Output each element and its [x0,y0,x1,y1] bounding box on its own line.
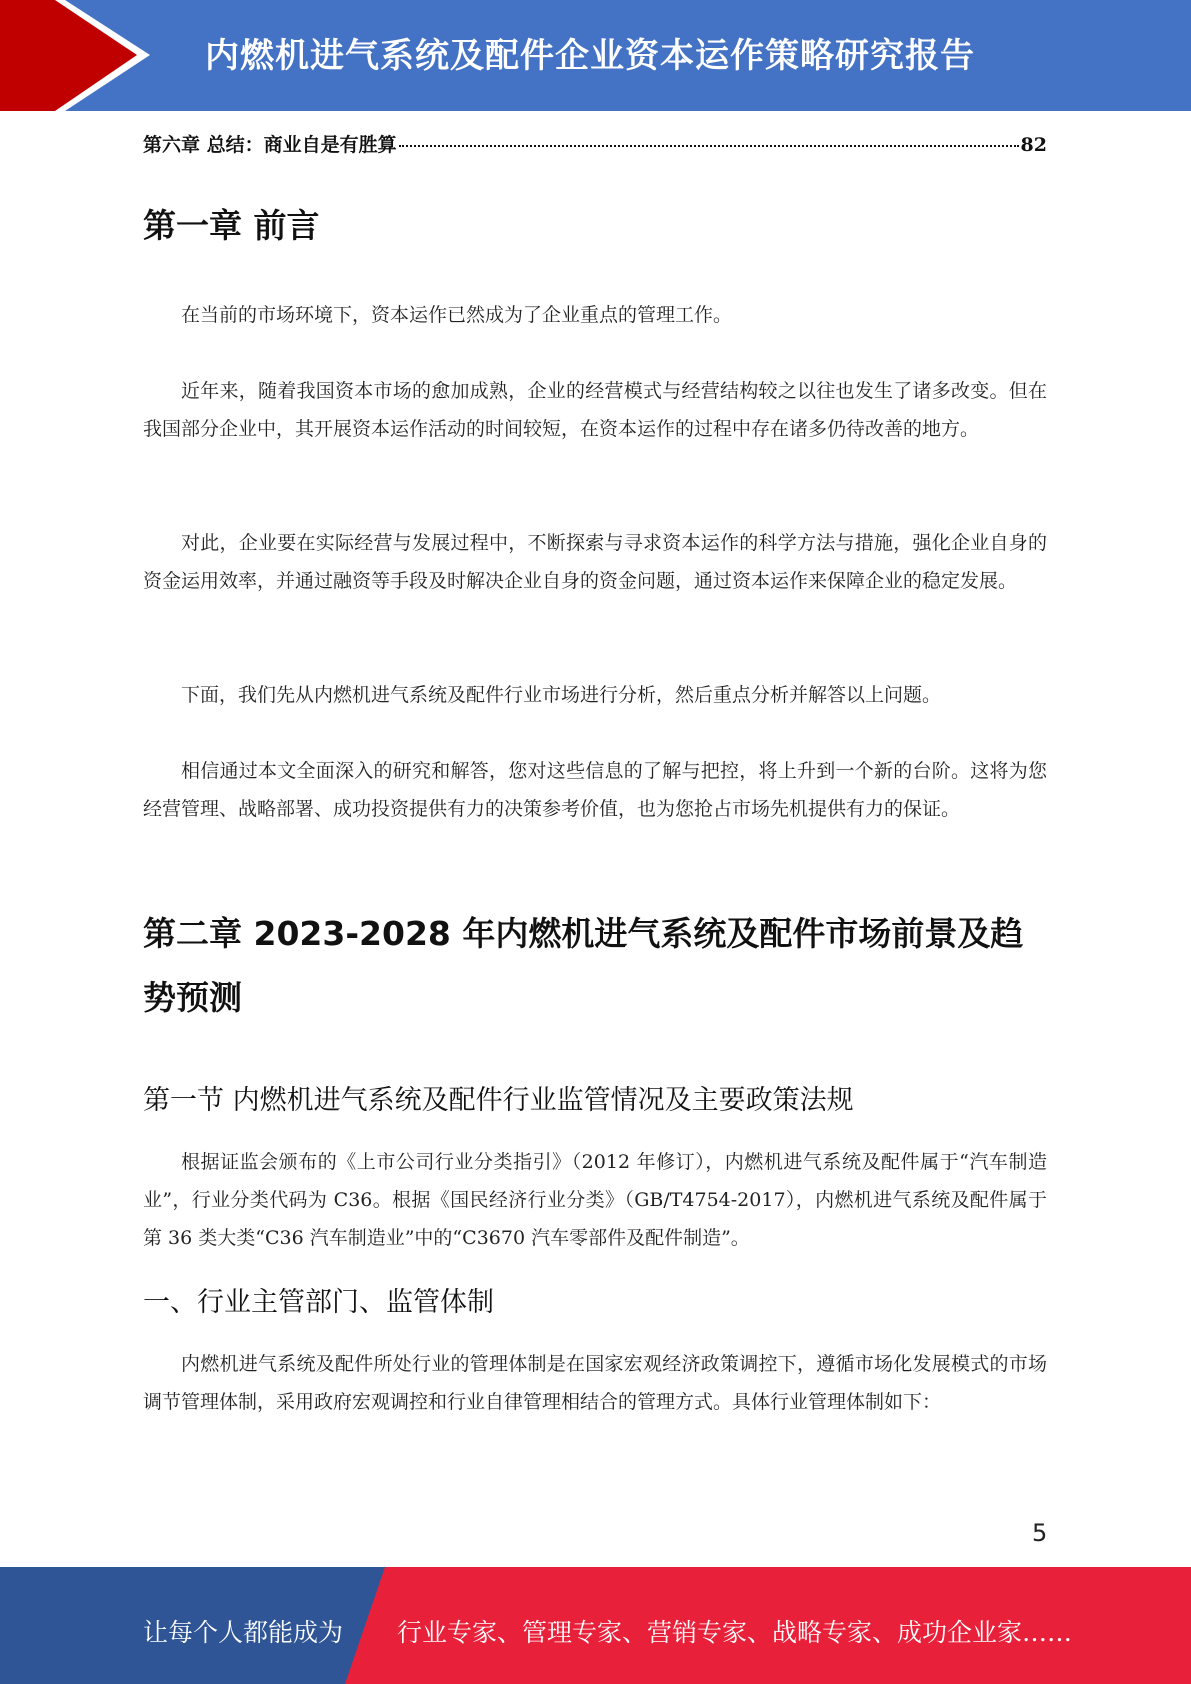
footer-slogan-left: 让每个人都能成为 [143,1618,344,1647]
toc-leader-dots [399,145,1019,147]
chapter-1-paragraph: 近年来，随着我国资本市场的愈加成熟，企业的经营模式与经营结构较之以往也发生了诸多改变。但在我国部分企业中，其开展资本运作活动的时间较短，在资本运作的过程中存在诸多仍待改善的地方。 [143,380,1047,440]
header-arrow-icon [0,0,160,111]
toc-entry-label: 第六章 总结：商业自是有胜算 [143,134,397,156]
toc-entry-page: 82 [1020,134,1047,156]
toc-entry[interactable] [143,130,1047,157]
section-1-paragraph: 根据证监会颁布的《上市公司行业分类指引》（2012 年修订），内燃机进气系统及配件属于“汽车制造业”，行业分类代码为 C36。根据《国民经济行业分类》（GB/T4754-2017），内燃机进气系统及配件属于第 36 类大类“C36 汽车制造业”中的“C3670 汽车零部件及配件制造”。 [143,1151,1047,1249]
subsection-1-paragraph: 内燃机进气系统及配件所处行业的管理体制是在国家宏观经济政策调控下，遵循市场化发展模式的市场调节管理体制，采用政府宏观调控和行业自律管理相结合的管理方式。具体行业管理体制如下： [143,1353,1047,1413]
report-title: 内燃机进气系统及配件企业资本运作策略研究报告 [205,36,975,76]
chapter-1-paragraph: 相信通过本文全面深入的研究和解答，您对这些信息的了解与把控，将上升到一个新的台阶。这将为您经营管理、战略部署、成功投资提供有力的决策参考价值，也为您抢占市场先机提供有力的保证。 [143,760,1047,820]
subsection-1-title: 一、行业主管部门、监管体制 [143,1287,494,1318]
chapter-1-paragraph: 在当前的市场环境下，资本运作已然成为了企业重点的管理工作。 [181,304,733,326]
header-banner [0,0,1191,111]
footer-banner [0,1567,1191,1684]
chapter-1-title: 第一章 前言 [143,206,320,245]
page-number: 5 [1032,1519,1048,1547]
chapter-1-paragraph: 下面，我们先从内燃机进气系统及配件行业市场进行分析，然后重点分析并解答以上问题。 [181,684,942,706]
section-1-title: 第一节 内燃机进气系统及配件行业监管情况及主要政策法规 [143,1085,854,1116]
chapter-2-title: 第二章 2023-2028 年内燃机进气系统及配件市场前景及趋势预测 [143,914,1024,1017]
footer-slogan-right: 行业专家、管理专家、营销专家、战略专家、成功企业家…… [397,1618,1073,1647]
chapter-1-paragraph: 对此，企业要在实际经营与发展过程中，不断探索与寻求资本运作的科学方法与措施，强化企业自身的资金运用效率，并通过融资等手段及时解决企业自身的资金问题，通过资本运作来保障企业的稳定发展。 [143,532,1047,592]
